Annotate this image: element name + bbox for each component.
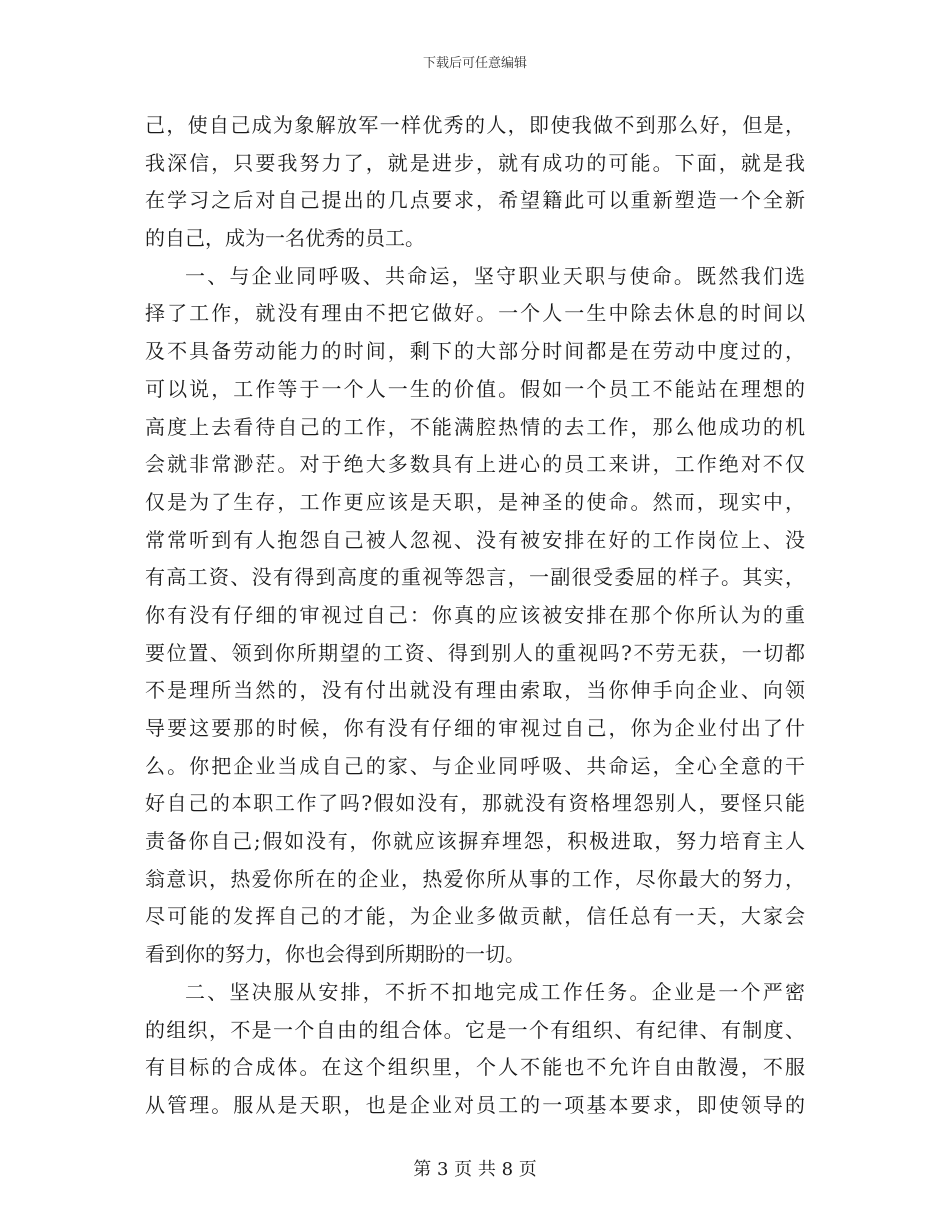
text-line: 常常听到有人抱怨自己被人忽视、没有被安排在好的工作岗位上、没 bbox=[145, 527, 805, 552]
paragraph bbox=[145, 258, 805, 974]
paragraph bbox=[145, 107, 805, 258]
text-line: 择了工作，就没有理由不把它做好。一个人一生中除去休息的时间以 bbox=[145, 301, 805, 326]
text-line: 的自己，成为一名优秀的员工。 bbox=[145, 226, 425, 251]
text-line: 导要这要那的时候，你有没有仔细的审视过自己，你为企业付出了什 bbox=[145, 716, 805, 740]
text-line: 二、坚决服从安排，不折不扣地完成工作任务。企业是一个严密 bbox=[185, 979, 805, 1004]
text-line: 高度上去看待自己的工作，不能满腔热情的去工作，那么他成功的机 bbox=[145, 414, 805, 439]
text-line: 的组织，不是一个自由的组合体。它是一个有组织、有纪律、有制度、 bbox=[145, 1017, 805, 1042]
text-line: 仅是为了生存，工作更应该是天职，是神圣的使命。然而，现实中， bbox=[145, 489, 805, 514]
text-line: 我深信，只要我努力了，就是进步，就有成功的可能。下面，就是我 bbox=[145, 150, 805, 175]
text-line: 从管理。服从是天职，也是企业对员工的一项基本要求，即使领导的 bbox=[145, 1092, 805, 1117]
text-line: 一、与企业同呼吸、共命运，坚守职业天职与使命。既然我们选 bbox=[185, 263, 805, 288]
text-line: 么。你把企业当成自己的家、与企业同呼吸、共命运，全心全意的干 bbox=[145, 753, 805, 778]
text-line: 在学习之后对自己提出的几点要求，希望籍此可以重新塑造一个全新 bbox=[145, 188, 805, 213]
document-body bbox=[145, 107, 805, 1125]
text-line: 看到你的努力，你也会得到所期盼的一切。 bbox=[145, 942, 525, 967]
text-line: 翁意识，热爱你所在的企业，热爱你所从事的工作，尽你最大的努力， bbox=[145, 866, 805, 891]
text-line: 尽可能的发挥自己的才能，为企业多做贡献，信任总有一天，大家会 bbox=[145, 904, 805, 929]
paragraph bbox=[145, 974, 805, 1125]
text-line: 不是理所当然的，没有付出就没有理由索取，当你伸手向企业、向领 bbox=[145, 678, 805, 703]
text-line: 责备你自己;假如没有，你就应该摒弃埋怨，积极进取，努力培育主人 bbox=[145, 829, 805, 854]
page-header: 下载后可任意编辑 bbox=[422, 56, 527, 71]
text-line: 己，使自己成为象解放军一样优秀的人，即使我做不到那么好，但是， bbox=[145, 113, 805, 137]
text-line: 及不具备劳动能力的时间，剩下的大部分时间都是在劳动中度过的， bbox=[145, 339, 805, 364]
text-line: 好自己的本职工作了吗?假如没有，那就没有资格埋怨别人，要怪只能 bbox=[145, 791, 805, 816]
text-line: 有高工资、没有得到高度的重视等怨言，一副很受委屈的样子。其实， bbox=[145, 565, 805, 590]
text-line: 会就非常渺茫。对于绝大多数具有上进心的员工来讲，工作绝对不仅 bbox=[145, 452, 805, 477]
text-line: 你有没有仔细的审视过自己：你真的应该被安排在那个你所认为的重 bbox=[145, 602, 805, 627]
text-line: 有目标的合成体。在这个组织里，个人不能也不允许自由散漫，不服 bbox=[145, 1055, 805, 1080]
text-line: 可以说，工作等于一个人一生的价值。假如一个员工不能站在理想的 bbox=[145, 376, 805, 401]
page-footer: 第 3 页 共 8 页 bbox=[413, 1159, 537, 1180]
text-line: 要位置、领到你所期望的工资、得到别人的重视吗?不劳无获，一切都 bbox=[145, 640, 805, 665]
